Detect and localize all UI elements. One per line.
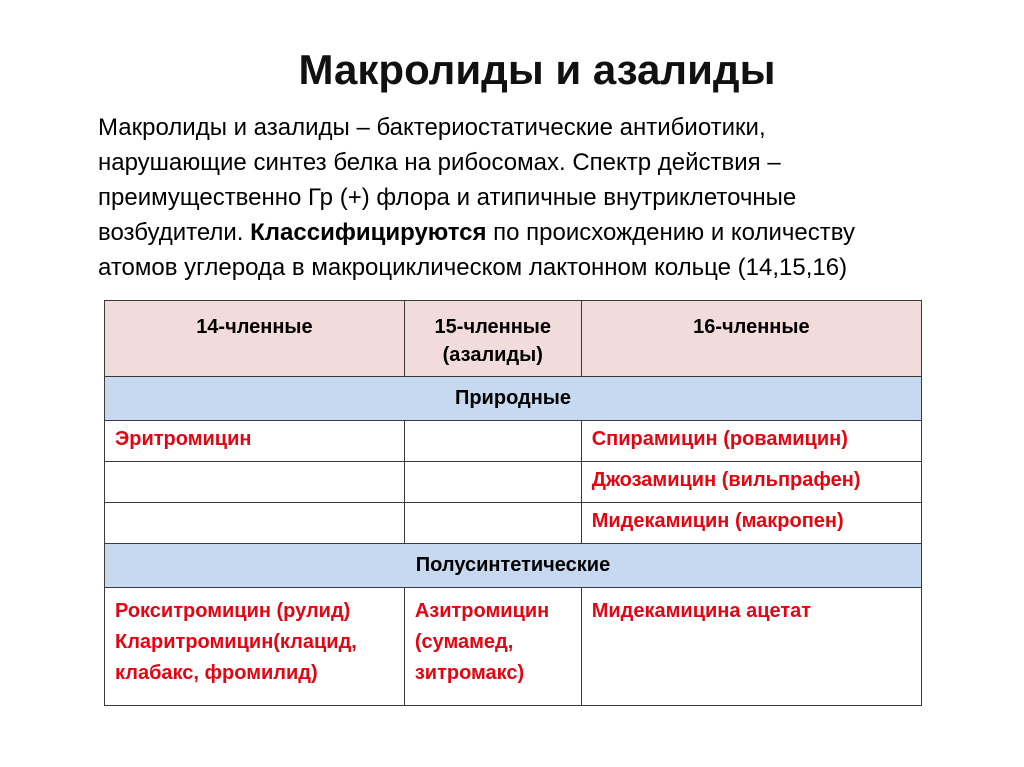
section-row-semisynthetic	[105, 544, 922, 588]
table-cell	[404, 421, 581, 462]
header-14-membered: 14-членные	[105, 301, 405, 377]
table-row	[105, 421, 922, 462]
classification-table	[104, 300, 922, 706]
section-title-natural: Природные	[105, 377, 922, 421]
table-cell: Спирамицин (ровамицин)	[581, 421, 921, 462]
header-16-membered: 16-членные	[581, 301, 921, 377]
header-15-line-2: (азалиды)	[442, 344, 543, 366]
header-15-line-1: 15-членные	[434, 316, 551, 338]
drug-name: Азитромицин	[414, 600, 550, 622]
drug-name: (сумамед,	[414, 631, 514, 653]
intro-paragraph	[98, 110, 938, 285]
intro-line-4-end: по происхождению и количеству	[486, 219, 855, 246]
table-cell	[105, 588, 405, 706]
intro-line-2: нарушающие синтез белка на рибосомах. Спектр действия –	[98, 149, 781, 176]
table-header-row	[105, 301, 922, 377]
intro-line-3: преимущественно Гр (+) флора и атипичные внутриклеточные	[98, 184, 797, 211]
header-15-membered	[404, 301, 581, 377]
intro-bold-keyword: Классифицируются	[250, 219, 487, 246]
intro-line-5: атомов углерода в макроциклическом лактонном кольце (14,15,16)	[98, 254, 848, 281]
intro-line-4-start: возбудители.	[98, 219, 251, 246]
table-cell: Мидекамицин (макропен)	[581, 503, 921, 544]
table-cell	[404, 588, 581, 706]
drug-name: зитромакс)	[414, 662, 525, 684]
table-cell	[581, 588, 921, 706]
slide-title: Макролиды и азалиды	[298, 46, 776, 93]
table-cell: Джозамицин (вильпрафен)	[581, 462, 921, 503]
table-cell	[404, 503, 581, 544]
drug-name: клабакс, фромилид)	[115, 662, 318, 684]
section-title-semisynthetic: Полусинтетические	[105, 544, 922, 588]
drug-name: Кларитромицин(клацид,	[115, 631, 357, 653]
table-row	[105, 462, 922, 503]
table-row	[105, 588, 922, 706]
intro-line-4	[98, 215, 938, 250]
drug-name: Мидекамицина ацетат	[591, 600, 812, 622]
table-cell	[105, 503, 405, 544]
section-row-natural	[105, 377, 922, 421]
drug-name: Рокситромицин (рулид)	[115, 600, 351, 622]
table-cell: Эритромицин	[105, 421, 405, 462]
table-row	[105, 503, 922, 544]
intro-line-1: Макролиды и азалиды – бактериостатические антибиотики,	[98, 114, 766, 141]
table-cell	[404, 462, 581, 503]
table-cell	[105, 462, 405, 503]
